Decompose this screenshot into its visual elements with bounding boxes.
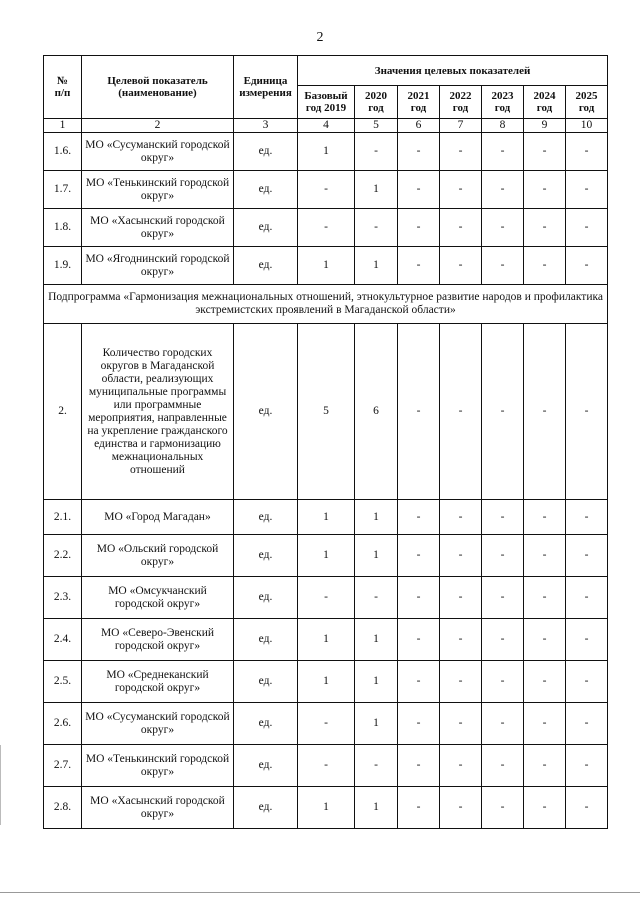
indicator-name: МО «Сусуманский городской округ»	[82, 133, 234, 171]
row-number: 2.1.	[44, 500, 82, 535]
row-number: 2.2.	[44, 535, 82, 577]
row-number: 1.8.	[44, 209, 82, 247]
value-cell: -	[440, 247, 482, 285]
value-cell: -	[398, 500, 440, 535]
indicator-name: Количество городских округов в Магаданской области, реализующих муниципальные программы или программные мероприятия, направленные на укрепление гражданского единства и гармонизацию межнациональных отношений	[82, 324, 234, 500]
value-cell: -	[298, 703, 355, 745]
indicator-name: МО «Тенькинский городской округ»	[82, 745, 234, 787]
value-cell: -	[398, 787, 440, 829]
table-row	[44, 324, 608, 500]
column-number: 1	[44, 119, 82, 133]
table-row	[44, 619, 608, 661]
table-row	[44, 171, 608, 209]
indicator-name: МО «Хасынский городской округ»	[82, 787, 234, 829]
value-cell: -	[440, 577, 482, 619]
value-cell: -	[566, 577, 608, 619]
indicator-name: МО «Тенькинский городской округ»	[82, 171, 234, 209]
value-cell: -	[482, 247, 524, 285]
indicator-name: МО «Город Магадан»	[82, 500, 234, 535]
value-cell: -	[355, 209, 398, 247]
table-row	[44, 703, 608, 745]
value-cell: -	[440, 209, 482, 247]
value-cell: -	[482, 577, 524, 619]
page-number: 2	[316, 30, 324, 45]
column-number: 2	[82, 119, 234, 133]
value-cell: -	[566, 787, 608, 829]
value-cell: -	[440, 703, 482, 745]
header-year: 2024 год	[524, 86, 566, 119]
value-cell: -	[566, 745, 608, 787]
value-cell: -	[566, 535, 608, 577]
unit-cell: ед.	[234, 619, 298, 661]
value-cell: -	[398, 324, 440, 500]
unit-cell: ед.	[234, 209, 298, 247]
indicator-name: МО «Среднеканский городской округ»	[82, 661, 234, 703]
value-cell: -	[566, 247, 608, 285]
value-cell: 5	[298, 324, 355, 500]
value-cell: -	[524, 661, 566, 703]
value-cell: 1	[298, 247, 355, 285]
indicator-name: МО «Омсукчанский городской округ»	[82, 577, 234, 619]
value-cell: -	[482, 787, 524, 829]
value-cell: -	[298, 209, 355, 247]
value-cell: -	[298, 577, 355, 619]
value-cell: -	[482, 171, 524, 209]
value-cell: -	[440, 745, 482, 787]
value-cell: -	[355, 577, 398, 619]
value-cell: -	[440, 324, 482, 500]
column-number: 8	[482, 119, 524, 133]
unit-cell: ед.	[234, 535, 298, 577]
value-cell: -	[440, 133, 482, 171]
unit-cell: ед.	[234, 171, 298, 209]
value-cell: -	[524, 703, 566, 745]
value-cell: 1	[355, 787, 398, 829]
header-unit: Единица измерения	[234, 56, 298, 119]
row-number: 1.6.	[44, 133, 82, 171]
value-cell: -	[524, 745, 566, 787]
value-cell: -	[298, 745, 355, 787]
column-number: 4	[298, 119, 355, 133]
value-cell: -	[482, 324, 524, 500]
value-cell: -	[482, 661, 524, 703]
value-cell: -	[298, 171, 355, 209]
value-cell: -	[440, 535, 482, 577]
value-cell: -	[398, 535, 440, 577]
table-row	[44, 133, 608, 171]
value-cell: -	[566, 661, 608, 703]
value-cell: -	[482, 703, 524, 745]
value-cell: -	[482, 619, 524, 661]
value-cell: 6	[355, 324, 398, 500]
value-cell: -	[482, 209, 524, 247]
scan-edge-mark	[0, 745, 1, 825]
indicator-name: МО «Хасынский городской округ»	[82, 209, 234, 247]
header-indicator: Целевой показатель (наименование)	[82, 56, 234, 119]
subprogram-title: Подпрограмма «Гармонизация межнациональных отношений, этнокультурное развитие народов и профилактика экстремистских проявлений в Магаданской области»	[44, 285, 608, 324]
value-cell: -	[482, 133, 524, 171]
value-cell: 1	[355, 535, 398, 577]
value-cell: -	[524, 247, 566, 285]
value-cell: -	[398, 133, 440, 171]
header-year: Базовый год 2019	[298, 86, 355, 119]
value-cell: -	[398, 247, 440, 285]
column-number: 10	[566, 119, 608, 133]
value-cell: -	[440, 661, 482, 703]
value-cell: -	[524, 500, 566, 535]
indicator-name: МО «Северо-Эвенский городской округ»	[82, 619, 234, 661]
row-number: 2.6.	[44, 703, 82, 745]
value-cell: -	[524, 619, 566, 661]
value-cell: 1	[355, 619, 398, 661]
value-cell: -	[566, 209, 608, 247]
value-cell: -	[355, 745, 398, 787]
table-row	[44, 787, 608, 829]
value-cell: -	[482, 500, 524, 535]
value-cell: -	[355, 133, 398, 171]
row-number: 1.9.	[44, 247, 82, 285]
subprogram-row	[44, 285, 608, 324]
row-number: 2.	[44, 324, 82, 500]
value-cell: -	[440, 619, 482, 661]
unit-cell: ед.	[234, 577, 298, 619]
value-cell: -	[398, 745, 440, 787]
header-year: 2021 год	[398, 86, 440, 119]
row-number: 2.7.	[44, 745, 82, 787]
indicator-name: МО «Ольский городской округ»	[82, 535, 234, 577]
column-number: 9	[524, 119, 566, 133]
unit-cell: ед.	[234, 247, 298, 285]
value-cell: -	[482, 745, 524, 787]
column-number: 7	[440, 119, 482, 133]
value-cell: 1	[355, 500, 398, 535]
value-cell: 1	[355, 661, 398, 703]
value-cell: -	[566, 133, 608, 171]
unit-cell: ед.	[234, 324, 298, 500]
value-cell: -	[566, 324, 608, 500]
unit-cell: ед.	[234, 661, 298, 703]
scan-bottom-line	[0, 892, 640, 893]
row-number: 2.8.	[44, 787, 82, 829]
indicator-name: МО «Сусуманский городской округ»	[82, 703, 234, 745]
row-number: 2.3.	[44, 577, 82, 619]
value-cell: -	[440, 500, 482, 535]
value-cell: 1	[298, 661, 355, 703]
value-cell: 1	[298, 619, 355, 661]
unit-cell: ед.	[234, 787, 298, 829]
row-number: 2.5.	[44, 661, 82, 703]
header-year: 2020 год	[355, 86, 398, 119]
header-year: 2023 год	[482, 86, 524, 119]
table-row	[44, 577, 608, 619]
table-row	[44, 745, 608, 787]
table-row	[44, 661, 608, 703]
value-cell: -	[566, 703, 608, 745]
header-year: 2025 год	[566, 86, 608, 119]
value-cell: -	[524, 209, 566, 247]
header-values-group: Значения целевых показателей	[298, 56, 608, 86]
value-cell: 1	[298, 535, 355, 577]
value-cell: -	[524, 787, 566, 829]
header-year: 2022 год	[440, 86, 482, 119]
value-cell: -	[566, 619, 608, 661]
value-cell: -	[524, 133, 566, 171]
row-number: 2.4.	[44, 619, 82, 661]
table-row	[44, 535, 608, 577]
target-indicators-table	[43, 55, 608, 829]
unit-cell: ед.	[234, 745, 298, 787]
column-number: 6	[398, 119, 440, 133]
column-number: 5	[355, 119, 398, 133]
unit-cell: ед.	[234, 133, 298, 171]
row-number: 1.7.	[44, 171, 82, 209]
value-cell: -	[566, 171, 608, 209]
unit-cell: ед.	[234, 500, 298, 535]
value-cell: -	[398, 703, 440, 745]
value-cell: -	[524, 577, 566, 619]
value-cell: 1	[298, 787, 355, 829]
value-cell: 1	[298, 500, 355, 535]
value-cell: -	[524, 535, 566, 577]
value-cell: -	[566, 500, 608, 535]
value-cell: -	[482, 535, 524, 577]
column-number: 3	[234, 119, 298, 133]
value-cell: 1	[355, 703, 398, 745]
indicator-name: МО «Ягоднинский городской округ»	[82, 247, 234, 285]
value-cell: -	[398, 577, 440, 619]
value-cell: -	[398, 619, 440, 661]
value-cell: 1	[355, 247, 398, 285]
value-cell: -	[524, 171, 566, 209]
value-cell: -	[398, 661, 440, 703]
value-cell: -	[398, 209, 440, 247]
value-cell: 1	[355, 171, 398, 209]
value-cell: 1	[298, 133, 355, 171]
value-cell: -	[440, 787, 482, 829]
header-num: № п/п	[44, 56, 82, 119]
table-row	[44, 209, 608, 247]
value-cell: -	[440, 171, 482, 209]
value-cell: -	[398, 171, 440, 209]
table-row	[44, 247, 608, 285]
unit-cell: ед.	[234, 703, 298, 745]
table-row	[44, 500, 608, 535]
value-cell: -	[524, 324, 566, 500]
